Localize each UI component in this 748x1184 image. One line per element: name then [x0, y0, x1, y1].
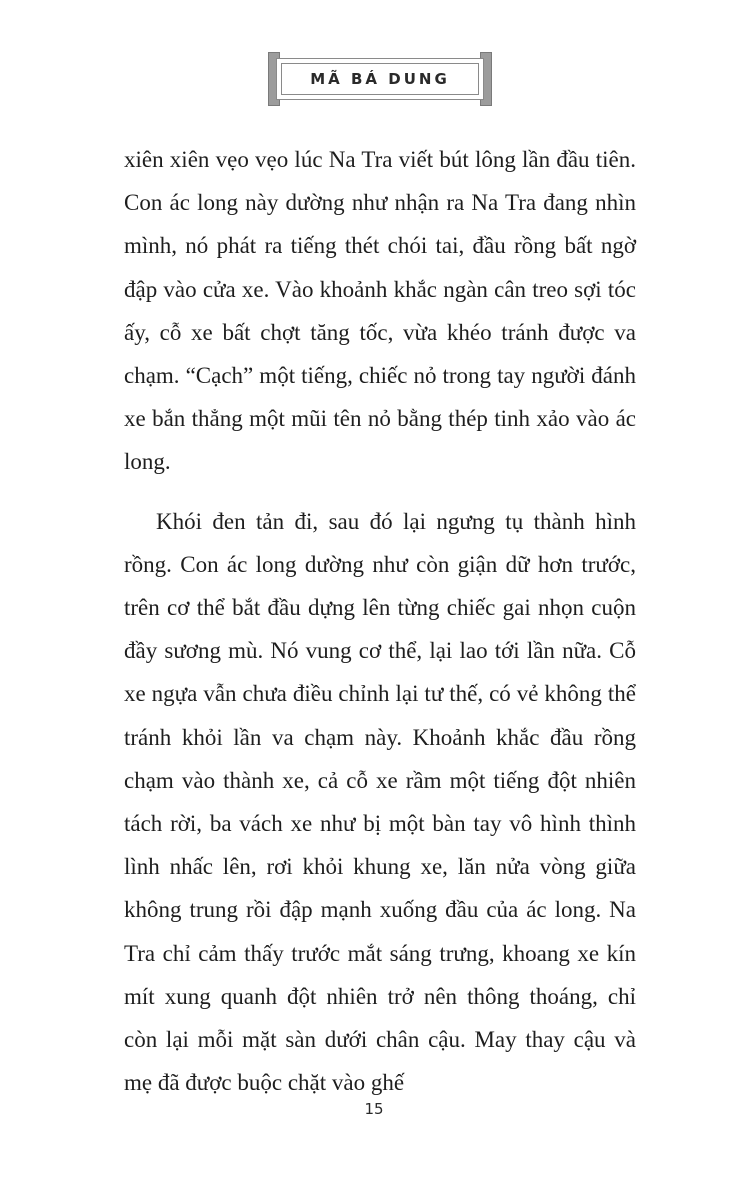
page-number: 15 — [364, 1100, 384, 1118]
body-text — [124, 138, 636, 1104]
running-header-author: MÃ BÁ DUNG — [310, 70, 450, 88]
paragraph-continued: xiên xiên vẹo vẹo lúc Na Tra viết bút lông lần đầu tiên. Con ác long này dường như nhận ra Na Tra đang nhìn mình, nó phát ra tiếng thét chói tai, đầu rồng bất ngờ đập vào cửa xe. Vào khoảnh khắc ngàn cân treo sợi tóc ấy, cỗ xe bất chợt tăng tốc, vừa khéo tránh được va chạm. “Cạch” một tiếng, chiếc nỏ trong tay người đánh xe bắn thẳng một mũi tên nỏ bằng thép tinh xảo vào ác long. — [124, 147, 636, 475]
paragraph: Khói đen tản đi, sau đó lại ngưng tụ thành hình rồng. Con ác long dường như còn giận dữ hơn trước, trên cơ thể bắt đầu dựng lên từng chiếc gai nhọn cuộn đầy sương mù. Nó vung cơ thể, lại lao tới lần nữa. Cỗ xe ngựa vẫn chưa điều chỉnh lại tư thế, có vẻ không thể tránh khỏi lần va chạm này. Khoảnh khắc đầu rồng chạm vào thành xe, cả cỗ xe rầm một tiếng đột nhiên tách rời, ba vách xe như bị một bàn tay vô hình thình lình nhấc lên, rơi khỏi khung xe, lăn nửa vòng giữa không trung rồi đập mạnh xuống đầu của ác long. Na Tra chỉ cảm thấy trước mắt sáng trưng, khoang xe kín mít xung quanh đột nhiên trở nên thông thoáng, chỉ còn lại mỗi mặt sàn dưới chân cậu. May thay cậu và mẹ đã được buộc chặt vào ghế — [124, 508, 636, 1096]
